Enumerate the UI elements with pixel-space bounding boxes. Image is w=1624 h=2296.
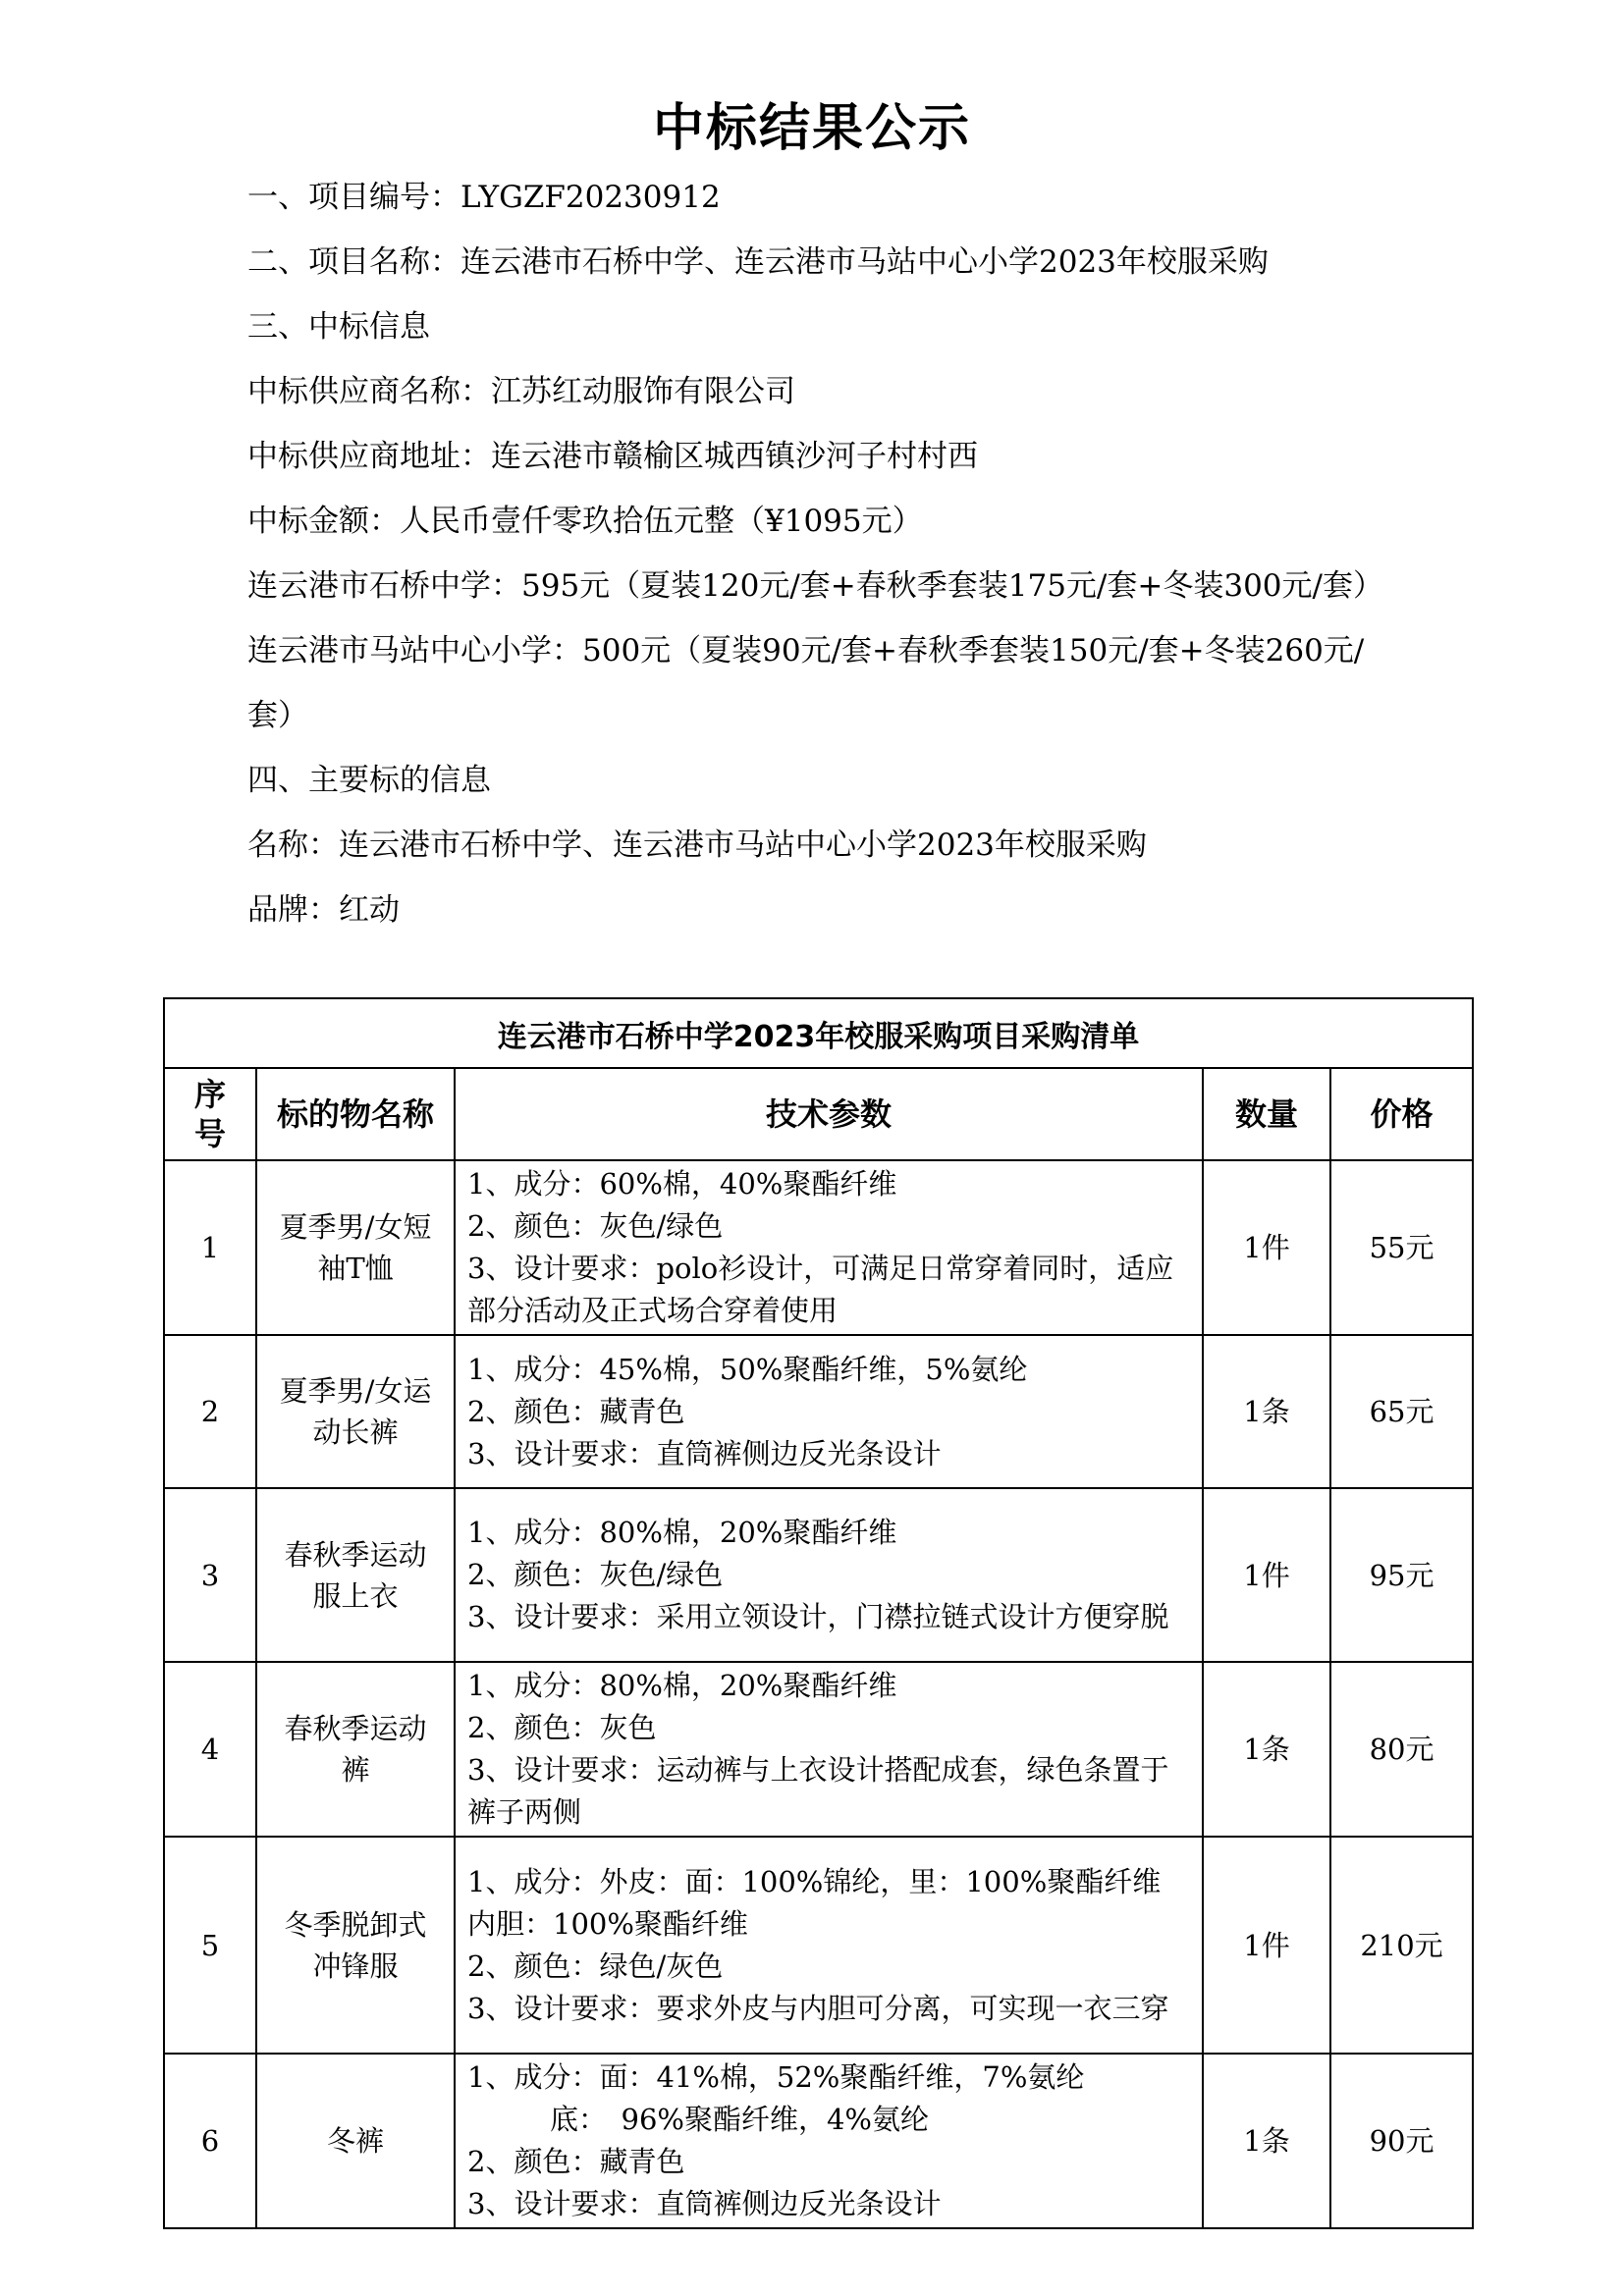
table-header-row <box>164 1068 1473 1160</box>
row-price: 95元 <box>1330 1488 1473 1662</box>
spec-line: 内胆：100%聚酯纤维 <box>467 1906 748 1941</box>
row-item-name: 冬裤 <box>256 2054 455 2228</box>
row-no: 1 <box>164 1160 256 1335</box>
spec-line: 2、颜色：藏青色 <box>467 1394 685 1428</box>
spec-line: 1、成分：45%棉，50%聚酯纤维，5%氨纶 <box>467 1352 1028 1386</box>
table-row <box>164 1160 1473 1335</box>
spec-line: 1、成分：60%棉，40%聚酯纤维 <box>467 1167 897 1201</box>
spec-line: 1、成分：面：41%棉，52%聚酯纤维，7%氨纶 <box>467 2060 1085 2094</box>
row-price: 80元 <box>1330 1662 1473 1837</box>
table-row <box>164 1335 1473 1488</box>
section-award-info: 三、中标信息 <box>247 309 430 345</box>
spec-line: 2、颜色：藏青色 <box>467 2145 685 2178</box>
spec-line: 3、设计要求：要求外皮与内胆可分离，可实现一衣三穿 <box>467 1991 1169 2025</box>
header-price: 价格 <box>1330 1068 1473 1160</box>
procurement-table <box>163 997 1474 2229</box>
row-qty: 1件 <box>1203 1160 1330 1335</box>
award-amount: 中标金额：人民币壹仟零玖拾伍元整（¥1095元） <box>247 504 923 539</box>
supplier-name: 中标供应商名称：江苏红动服饰有限公司 <box>247 374 795 409</box>
row-no: 2 <box>164 1335 256 1488</box>
item-name: 名称：连云港市石桥中学、连云港市马站中心小学2023年校服采购 <box>247 828 1147 863</box>
row-item-name: 夏季男/女运动长裤 <box>256 1335 455 1488</box>
spec-line: 1、成分：外皮：面：100%锦纶，里：100%聚酯纤维 <box>467 1864 1162 1898</box>
row-item-name: 春秋季运动服上衣 <box>256 1488 455 1662</box>
table-row <box>164 2054 1473 2228</box>
row-price: 90元 <box>1330 2054 1473 2228</box>
spec-line: 3、设计要求：直筒裤侧边反光条设计 <box>467 1436 942 1470</box>
spec-line: 1、成分：80%棉，20%聚酯纤维 <box>467 1669 897 1702</box>
spec-line: 底： 96%聚酯纤维，4%氨纶 <box>550 2103 929 2136</box>
announcement-body <box>247 165 1406 942</box>
row-no: 3 <box>164 1488 256 1662</box>
supplier-address: 中标供应商地址：连云港市赣榆区城西镇沙河子村村西 <box>247 439 978 474</box>
spec-line: 2、颜色：灰色/绿色 <box>467 1209 724 1243</box>
row-spec <box>455 1488 1203 1662</box>
row-qty: 1条 <box>1203 1335 1330 1488</box>
header-qty: 数量 <box>1203 1068 1330 1160</box>
row-price: 65元 <box>1330 1335 1473 1488</box>
row-item-name: 冬季脱卸式冲锋服 <box>256 1837 455 2054</box>
row-item-name: 夏季男/女短袖T恤 <box>256 1160 455 1335</box>
row-item-name: 春秋季运动裤 <box>256 1662 455 1837</box>
section-main-items: 四、主要标的信息 <box>247 763 491 798</box>
table-row <box>164 1837 1473 2054</box>
row-price: 210元 <box>1330 1837 1473 2054</box>
spec-line: 2、颜色：灰色 <box>467 1711 657 1744</box>
header-name: 标的物名称 <box>256 1068 455 1160</box>
spec-line: 3、设计要求：运动裤与上衣设计搭配成套，绿色条置于裤子两侧 <box>467 1753 1169 1829</box>
page-title: 中标结果公示 <box>652 99 971 158</box>
spec-line: 2、颜色：绿色/灰色 <box>467 1949 724 1983</box>
row-spec <box>455 1837 1203 2054</box>
row-no: 5 <box>164 1837 256 2054</box>
project-number: 一、项目编号：LYGZF20230912 <box>247 180 721 215</box>
table-row <box>164 1662 1473 1837</box>
header-spec: 技术参数 <box>455 1068 1203 1160</box>
item-brand: 品牌：红动 <box>247 892 400 928</box>
row-price: 55元 <box>1330 1160 1473 1335</box>
row-spec <box>455 2054 1203 2228</box>
spec-line: 3、设计要求：polo衫设计，可满足日常穿着同时，适应部分活动及正式场合穿着使用 <box>467 1252 1174 1327</box>
spec-line: 3、设计要求：直筒裤侧边反光条设计 <box>467 2187 942 2220</box>
project-name: 二、项目名称：连云港市石桥中学、连云港市马站中心小学2023年校服采购 <box>247 244 1269 280</box>
row-spec <box>455 1662 1203 1837</box>
row-qty: 1件 <box>1203 1837 1330 2054</box>
row-spec <box>455 1160 1203 1335</box>
shiqiao-price: 连云港市石桥中学：595元（夏装120元/套+春秋季套装175元/套+冬装300元/套） <box>247 568 1383 604</box>
row-spec <box>455 1335 1203 1488</box>
row-no: 4 <box>164 1662 256 1837</box>
mazhan-price: 连云港市马站中心小学：500元（夏装90元/套+春秋季套装150元/套+冬装260元/套） <box>247 633 1365 733</box>
row-qty: 1件 <box>1203 1488 1330 1662</box>
row-no: 6 <box>164 2054 256 2228</box>
spec-line: 1、成分：80%棉，20%聚酯纤维 <box>467 1516 897 1549</box>
spec-line: 3、设计要求：采用立领设计，门襟拉链式设计方便穿脱 <box>467 1600 1169 1633</box>
table-caption: 连云港市石桥中学2023年校服采购项目采购清单 <box>164 998 1473 1068</box>
table-row <box>164 1488 1473 1662</box>
spec-line: 2、颜色：灰色/绿色 <box>467 1558 724 1591</box>
row-qty: 1条 <box>1203 1662 1330 1837</box>
header-no: 序号 <box>164 1068 256 1160</box>
row-qty: 1条 <box>1203 2054 1330 2228</box>
